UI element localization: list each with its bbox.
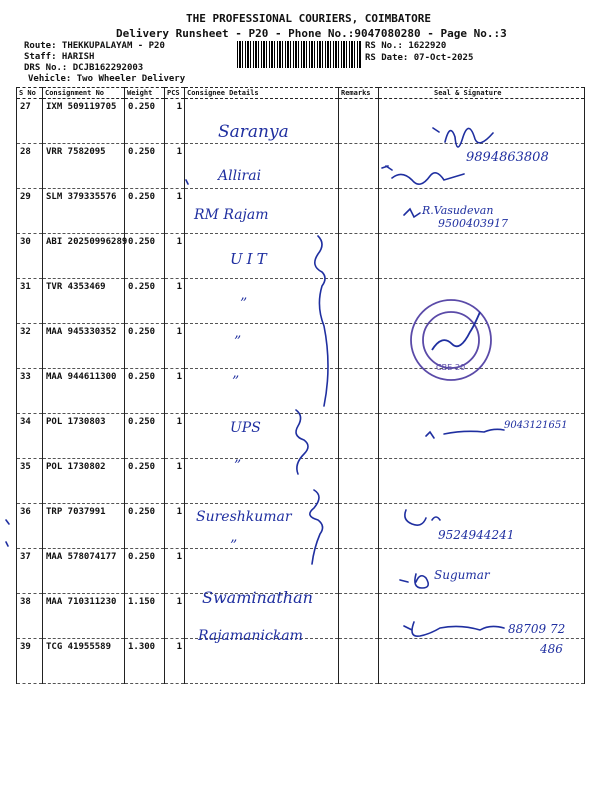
row-weight: 0.250 bbox=[125, 234, 165, 279]
rs-number: RS No.: 1622920 bbox=[365, 41, 447, 51]
row-consignment: MAA 578074177 bbox=[43, 549, 125, 594]
handwritten-name: UPS bbox=[230, 420, 261, 436]
col-consignee: Consignee Details bbox=[185, 88, 339, 99]
brace-stroke bbox=[310, 490, 323, 564]
row-pcs: 1 bbox=[165, 639, 185, 684]
signature-scribble bbox=[404, 622, 504, 636]
ditto-mark: ” bbox=[234, 458, 242, 474]
col-sno: S No bbox=[17, 88, 43, 99]
row-sno: 36 bbox=[17, 504, 43, 549]
col-remarks: Remarks bbox=[339, 88, 379, 99]
row-pcs: 1 bbox=[165, 594, 185, 639]
row-sno: 33 bbox=[17, 369, 43, 414]
col-seal: Seal & Signature bbox=[379, 88, 585, 99]
brace-stroke bbox=[296, 410, 308, 474]
handwritten-signer: Sugumar bbox=[434, 568, 490, 582]
col-consignment: Consignment No bbox=[43, 88, 125, 99]
rs-date: RS Date: 07-Oct-2025 bbox=[365, 53, 474, 63]
brace-stroke bbox=[315, 236, 328, 406]
signature-scribble bbox=[426, 429, 504, 438]
ditto-mark: ” bbox=[232, 374, 240, 390]
row-sno: 37 bbox=[17, 549, 43, 594]
row-consignment: TCG 41955589 bbox=[43, 639, 125, 684]
row-weight: 0.250 bbox=[125, 369, 165, 414]
signature-scribble bbox=[405, 510, 440, 525]
col-weight: Weight bbox=[125, 88, 165, 99]
seal-text: CBE-20 bbox=[436, 363, 466, 372]
handwritten-phone: 9894863808 bbox=[466, 150, 549, 165]
row-pcs: 1 bbox=[165, 99, 185, 144]
row-sno: 28 bbox=[17, 144, 43, 189]
row-pcs: 1 bbox=[165, 369, 185, 414]
handwritten-name: UIT bbox=[230, 250, 271, 268]
row-sno: 31 bbox=[17, 279, 43, 324]
row-sno: 39 bbox=[17, 639, 43, 684]
row-weight: 0.250 bbox=[125, 279, 165, 324]
handwritten-name: Rajamanickam bbox=[198, 628, 303, 644]
row-consignment: POL 1730802 bbox=[43, 459, 125, 504]
signature-scribble bbox=[382, 166, 464, 184]
row-weight: 0.250 bbox=[125, 324, 165, 369]
handwritten-name: Sureshkumar bbox=[196, 509, 292, 525]
ditto-mark: ” bbox=[240, 296, 248, 312]
row-consignment: TRP 7037991 bbox=[43, 504, 125, 549]
handwritten-signer: R.Vasudevan bbox=[422, 204, 494, 217]
row-consignment: MAA 944611300 bbox=[43, 369, 125, 414]
row-weight: 1.300 bbox=[125, 639, 165, 684]
row-pcs: 1 bbox=[165, 504, 185, 549]
row-sno: 27 bbox=[17, 99, 43, 144]
row-sno: 34 bbox=[17, 414, 43, 459]
handwritten-name: Swaminathan bbox=[202, 588, 313, 607]
route-label: Route: THEKKUPALAYAM - P20 bbox=[24, 41, 165, 51]
handwritten-phone: 9043121651 bbox=[504, 420, 568, 431]
row-pcs: 1 bbox=[165, 189, 185, 234]
runsheet-subtitle: Delivery Runsheet - P20 - Phone No.:9047080280 - Page No.:3 bbox=[116, 27, 507, 40]
row-sno: 38 bbox=[17, 594, 43, 639]
row-weight: 0.250 bbox=[125, 504, 165, 549]
row-pcs: 1 bbox=[165, 414, 185, 459]
row-pcs: 1 bbox=[165, 144, 185, 189]
handwritten-phone: 486 bbox=[540, 642, 563, 656]
row-weight: 0.250 bbox=[125, 144, 165, 189]
col-pcs: PCS bbox=[165, 88, 185, 99]
row-consignment: TVR 4353469 bbox=[43, 279, 125, 324]
row-weight: 1.150 bbox=[125, 594, 165, 639]
row-weight: 0.250 bbox=[125, 549, 165, 594]
row-pcs: 1 bbox=[165, 234, 185, 279]
row-consignment: IXM 509119705 bbox=[43, 99, 125, 144]
vehicle-label: Vehicle: Two Wheeler Delivery bbox=[28, 74, 186, 84]
handwritten-phone: 9500403917 bbox=[438, 217, 508, 230]
row-sno: 29 bbox=[17, 189, 43, 234]
row-weight: 0.250 bbox=[125, 189, 165, 234]
row-sno: 30 bbox=[17, 234, 43, 279]
row-weight: 0.250 bbox=[125, 99, 165, 144]
signature-scribble bbox=[404, 209, 420, 217]
handwritten-phone: 9524944241 bbox=[438, 528, 515, 542]
row-consignment: MAA 945330352 bbox=[43, 324, 125, 369]
handwritten-phone: 88709 72 bbox=[508, 622, 566, 636]
handwritten-name: Saranya bbox=[218, 122, 289, 142]
row-consignment: VRR 7582095 bbox=[43, 144, 125, 189]
row-weight: 0.250 bbox=[125, 459, 165, 504]
row-consignment: SLM 379335576 bbox=[43, 189, 125, 234]
handwritten-name: RM Rajam bbox=[194, 207, 269, 223]
handwritten-name: Allirai bbox=[218, 168, 262, 184]
signature-scribble bbox=[400, 574, 428, 588]
signature-scribble bbox=[433, 128, 493, 147]
row-pcs: 1 bbox=[165, 279, 185, 324]
ditto-mark: ” bbox=[230, 538, 238, 554]
row-consignment: POL 1730803 bbox=[43, 414, 125, 459]
drs-label: DRS No.: DCJB162292003 bbox=[24, 63, 144, 73]
row-pcs: 1 bbox=[165, 324, 185, 369]
row-consignment: MAA 710311230 bbox=[43, 594, 125, 639]
row-sno: 35 bbox=[17, 459, 43, 504]
margin-mark bbox=[186, 166, 392, 184]
ditto-mark: ” bbox=[234, 334, 242, 350]
row-weight: 0.250 bbox=[125, 414, 165, 459]
staff-label: Staff: HARISH bbox=[24, 52, 95, 62]
row-pcs: 1 bbox=[165, 459, 185, 504]
row-consignment: ABI 20250996289 bbox=[43, 234, 125, 279]
company-name: THE PROFESSIONAL COURIERS, COIMBATORE bbox=[186, 12, 432, 25]
row-pcs: 1 bbox=[165, 549, 185, 594]
margin-mark bbox=[6, 520, 9, 546]
row-sno: 32 bbox=[17, 324, 43, 369]
